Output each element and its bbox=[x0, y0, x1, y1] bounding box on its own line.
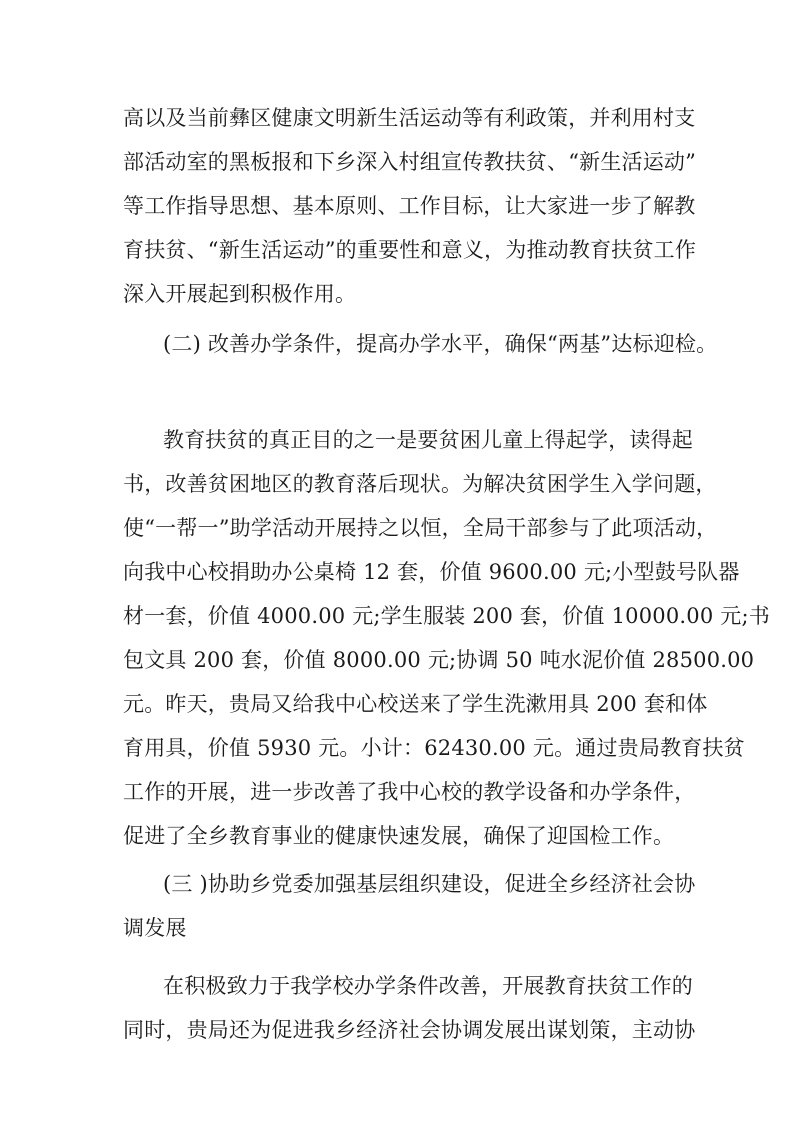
paragraph-line-4: 育扶贫、“新生活运动”的重要性和意义，为推动教育扶贫工作 bbox=[123, 238, 697, 262]
paragraph-line-11: 包文具 200 套，价值 8000.00 元;协调 50 吨水泥价值 28500.00 bbox=[123, 648, 755, 672]
paragraph-line-13: 育用具，价值 5930 元。小计：62430.00 元。通过贵局教育扶贫 bbox=[123, 736, 745, 760]
paragraph-line-8: 使“一帮一”助学活动开展持之以恒，全局干部参与了此项活动， bbox=[123, 516, 718, 540]
paragraph-line-15: 促进了全乡教育事业的健康快速发展，确保了迎国检工作。 bbox=[123, 824, 675, 848]
section-heading-3-cont: 调发展 bbox=[123, 916, 187, 940]
section-heading-3: (三 )协助乡党委加强基层组织建设，促进全乡经济社会协 bbox=[163, 872, 696, 896]
paragraph-line-16: 在积极致力于我学校办学条件改善，开展教育扶贫工作的 bbox=[163, 974, 693, 998]
paragraph-line-10: 材一套，价值 4000.00 元;学生服装 200 套，价值 10000.00 元;书 bbox=[123, 604, 770, 628]
paragraph-line-3: 等工作指导思想、基本原则、工作目标，让大家进一步了解教 bbox=[123, 194, 696, 218]
section-heading-2: (二) 改善办学条件，提高办学水平，确保“两基”达标迎检。 bbox=[163, 332, 718, 356]
paragraph-line-6: 教育扶贫的真正目的之一是要贫困儿童上得起学，读得起 bbox=[163, 428, 693, 452]
paragraph-line-2: 部活动室的黑板报和下乡深入村组宣传教扶贫、“新生活运动” bbox=[123, 150, 697, 174]
paragraph-line-1: 高以及当前彝区健康文明新生活运动等有利政策，并利用村支 bbox=[123, 106, 696, 130]
paragraph-line-12: 元。昨天，贵局又给我中心校送来了学生洗漱用具 200 套和体 bbox=[123, 692, 708, 716]
paragraph-line-7: 书，改善贫困地区的教育落后现状。为解决贫困学生入学问题， bbox=[123, 472, 717, 496]
paragraph-line-9: 向我中心校捐助办公桌椅 12 套，价值 9600.00 元;小型鼓号队器 bbox=[123, 560, 740, 584]
paragraph-line-17: 同时，贵局还为促进我乡经济社会协调发展出谋划策，主动协 bbox=[123, 1018, 696, 1042]
paragraph-line-5: 深入开展起到积极作用。 bbox=[123, 282, 357, 306]
paragraph-line-14: 工作的开展，进一步改善了我中心校的教学设备和办学条件， bbox=[123, 780, 696, 804]
